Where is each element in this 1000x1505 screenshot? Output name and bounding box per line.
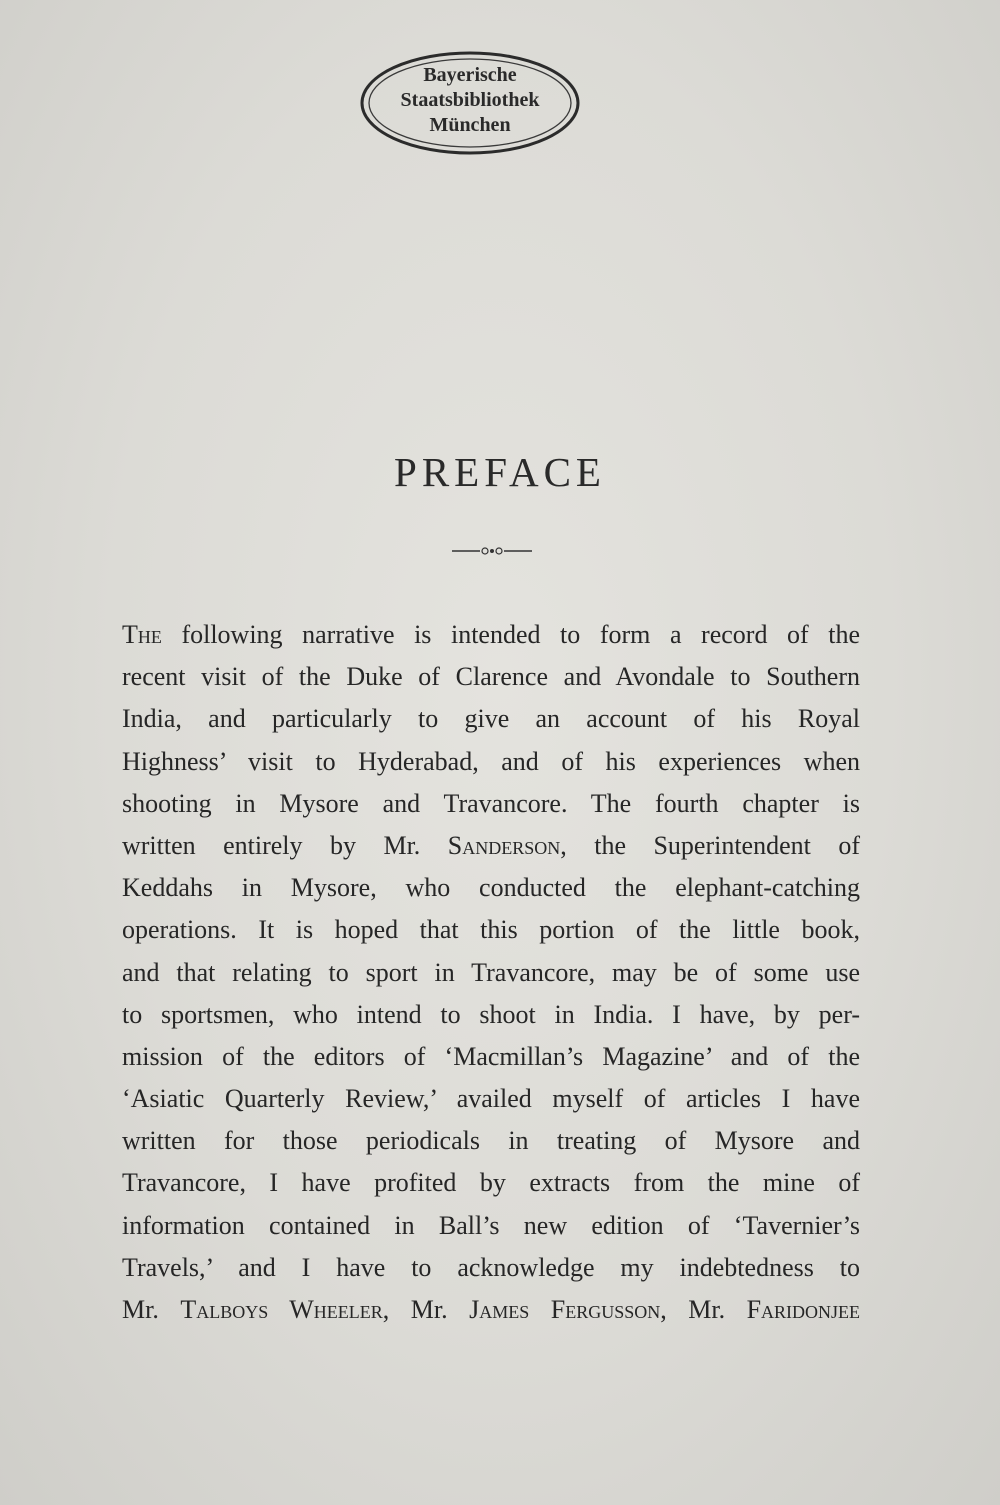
- preface-body: [122, 614, 860, 1331]
- paragraph-line: [122, 825, 860, 867]
- library-stamp: [358, 48, 582, 158]
- paragraph-line-text: following narrative is intended to form a record of the: [161, 620, 860, 649]
- paragraph-line: information contained in Ball’s new edition of ‘Tavernier’s: [122, 1210, 860, 1240]
- paragraph-line: ‘Asiatic Quarterly Review,’ availed myself of articles I have: [122, 1084, 860, 1114]
- paragraph-line: recent visit of the Duke of Clarence and Avondale to Southern: [122, 662, 860, 692]
- person-name: James Fergusson: [469, 1295, 661, 1324]
- paragraph-line-text: , the Superintendent of: [560, 830, 860, 860]
- paragraph-line: India, and particularly to give an account of his Royal: [122, 704, 860, 734]
- paragraph-line: to sportsmen, who intend to shoot in India. I have, by per-: [122, 999, 860, 1029]
- paragraph-line-text: Mr.: [122, 1295, 181, 1324]
- paragraph-line: shooting in Mysore and Travancore. The fourth chapter is: [122, 788, 860, 818]
- person-name: Sanderson: [447, 830, 561, 860]
- stamp-line-2: Staatsbibliothek: [400, 89, 540, 111]
- paragraph-line: and that relating to sport in Travancore, may be of some use: [122, 957, 860, 987]
- title-ornament-divider: [452, 543, 532, 559]
- paragraph-line: written for those periodicals in treating of Mysore and: [122, 1126, 860, 1156]
- paragraph-line-text: , Mr.: [660, 1295, 747, 1324]
- paragraph-line: [122, 1289, 860, 1331]
- paragraph-line-text: , Mr.: [382, 1295, 470, 1324]
- paragraph-line: Travels,’ and I have to acknowledge my indebtedness to: [122, 1252, 860, 1282]
- paragraph-line-text: written entirely by Mr.: [122, 830, 448, 860]
- person-name: Talboys Wheeler: [180, 1295, 383, 1324]
- person-name: Faridonjee: [746, 1295, 861, 1324]
- paragraph-line: operations. It is hoped that this portion of the little book,: [122, 915, 860, 945]
- paragraph-line: Travancore, I have profited by extracts from the mine of: [122, 1168, 860, 1198]
- stamp-line-3: München: [429, 114, 511, 136]
- paragraph-line: Keddahs in Mysore, who conducted the elephant-catching: [122, 873, 860, 903]
- stamp-line-1: Bayerische: [423, 64, 517, 86]
- paragraph-line: Highness’ visit to Hyderabad, and of his experiences when: [122, 746, 860, 776]
- paragraph-line: [122, 614, 860, 656]
- paragraph-lead-word: The: [122, 620, 162, 649]
- paragraph-line: mission of the editors of ‘Macmillan’s Magazine’ and of the: [122, 1041, 860, 1071]
- page-title: PREFACE: [394, 449, 606, 495]
- library-stamp-seal: [358, 48, 582, 158]
